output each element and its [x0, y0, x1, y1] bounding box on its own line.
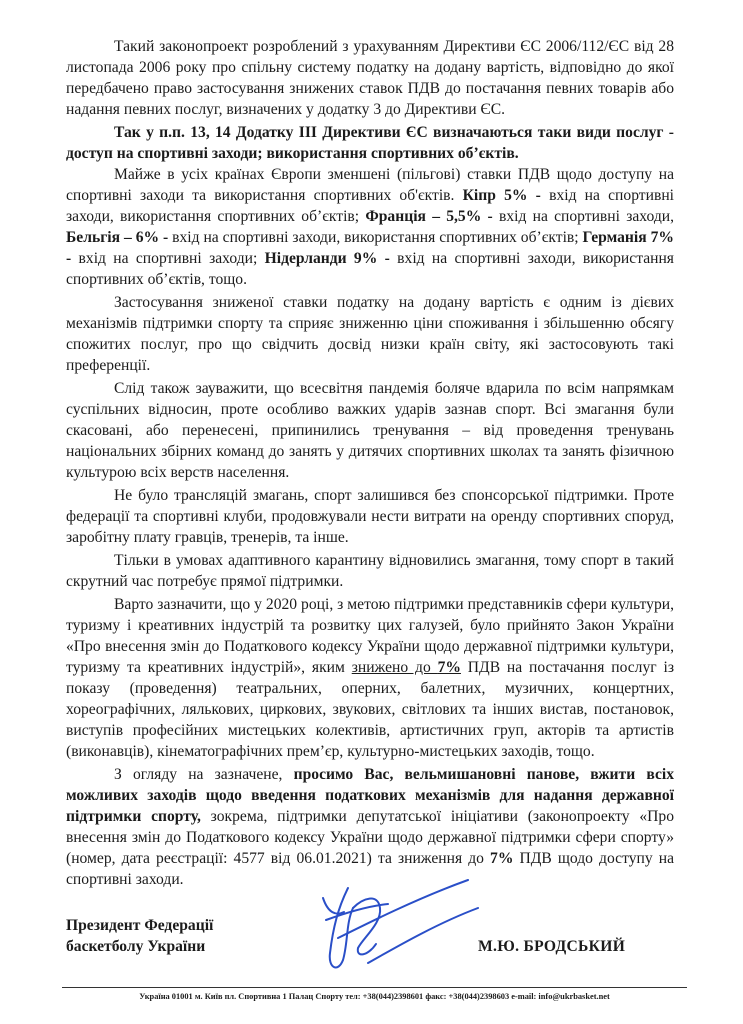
paragraph-quarantine: Тільки в умовах адаптивного карантину відновились змагання, тому спорт в такий скрутний час потребує прямої підтримки.: [66, 552, 674, 590]
signatory-name: М.Ю. БРОДСЬКИЙ: [478, 938, 626, 955]
signatory-position: [66, 915, 326, 957]
paragraph-directive: Такий законопроект розроблений з урахуванням Директиви ЄС 2006/112/ЄС від 28 листопада 2006 року про спільну систему податку на додану вартість, відповідно до якої передбачено право застосування знижених ставок ПДВ до постачання певних товарів або надання певних послуг, визначених у додатку 3 до Директиви ЄС.: [66, 38, 674, 118]
paragraph-eu-rates: Майже в усіх країнах Європи зменшені (пільгові) ставки ПДВ щодо доступу на спортивні заходи та використання спортивних об'єктів. Кіпр 5% - вхід на спортивні заходи, використання спортивних об’єктів; Франція – 5,5% - вхід на спортивні заходи, Бельгія – 6% - вхід на спортивні заходи, використання спортивних об’єктів; Германія 7% - вхід на спортивні заходи; Нідерланди 9% - вхід на спортивні заходи, використання спортивних об’єктів, тощо.: [66, 166, 675, 288]
paragraph-request: З огляду на зазначене, просимо Вас, вельмишановні панове, вжити всіх можливих заходів щодо введення податкових механізмів для надання державної підтримки спорту, зокрема, підтримки депутатської ініціативи (законопроекту «Про внесення змін до Податкового кодексу України щодо державної підтримки сфери спорту» (номер, дата реєстрації: 4577 від 06.01.2021) та зниження до 7% ПДВ щодо доступу на спортивні заходи.: [66, 766, 674, 888]
position-line-2: баскетболу України: [66, 938, 206, 955]
position-line-1: Президент Федерації: [66, 917, 214, 934]
paragraph-annex: Так у п.п. 13, 14 Додатку III Директиви ЄС визначаються таки види послуг - доступ на спортивні заходи; використання спортивних об’єктів.: [66, 124, 674, 162]
handwritten-signature: [308, 868, 488, 978]
footer-contacts: Україна 01001 м. Київ пл. Спортивна 1 Палац Спорту тел: +38(044)2398601 факс: +38(044)2398603 e-mail: info@ukrbasket.net: [139, 992, 610, 1001]
footer-divider: [62, 987, 687, 988]
paragraph-pandemic: Слід також зауважити, що всесвітня пандемія боляче вдарила по всім напрямкам суспільних відносин, проте особливо важких ударів зазнав спорт. Всі змагання були скасовані, або перенесені, припинились тренування – від проведення тренувань національних збірних команд до занять у дитячих спортивних школах та занять фізичною культурою всіх верств населення.: [66, 380, 674, 481]
letter-body: [66, 36, 674, 890]
paragraph-culture-law: Варто зазначити, що у 2020 році, з метою підтримки представників сфери культури, туризму і креативних індустрій та розвитку цих галузей, було прийнято Закон України «Про внесення змін до Податкового кодексу України щодо державної підтримки культури, туризму та креативних індустрій», яким знижено до 7% ПДВ на постачання послуг із показу (проведення) театральних, оперних, балетних, музичних, концертних, хореографічних, лялькових, циркових, звукових, світлових та інших вистав, постановок, виступів професійних мистецьких колективів, артистичних груп, акторів та артистів (виконавців), кінематографічних прем’єр, культурно-мистецьких заходів, тощо.: [66, 596, 674, 760]
paragraph-reduced-rate: Застосування зниженої ставки податку на додану вартість є одним із дієвих механізмів підтримки спорту та сприяє зниженню ціни споживання і збільшенню обсягу спожитих послуг, про що свідчить досвід низки країн світу, які застосовують такі преференції.: [66, 294, 674, 374]
paragraph-sponsorship: Не було трансляцій змагань, спорт залишився без спонсорської підтримки. Проте федерації та спортивні клуби, продовжували нести витрати на оренду спортивних споруд, заробітну плату гравців, тренерів, та інше.: [66, 487, 674, 546]
